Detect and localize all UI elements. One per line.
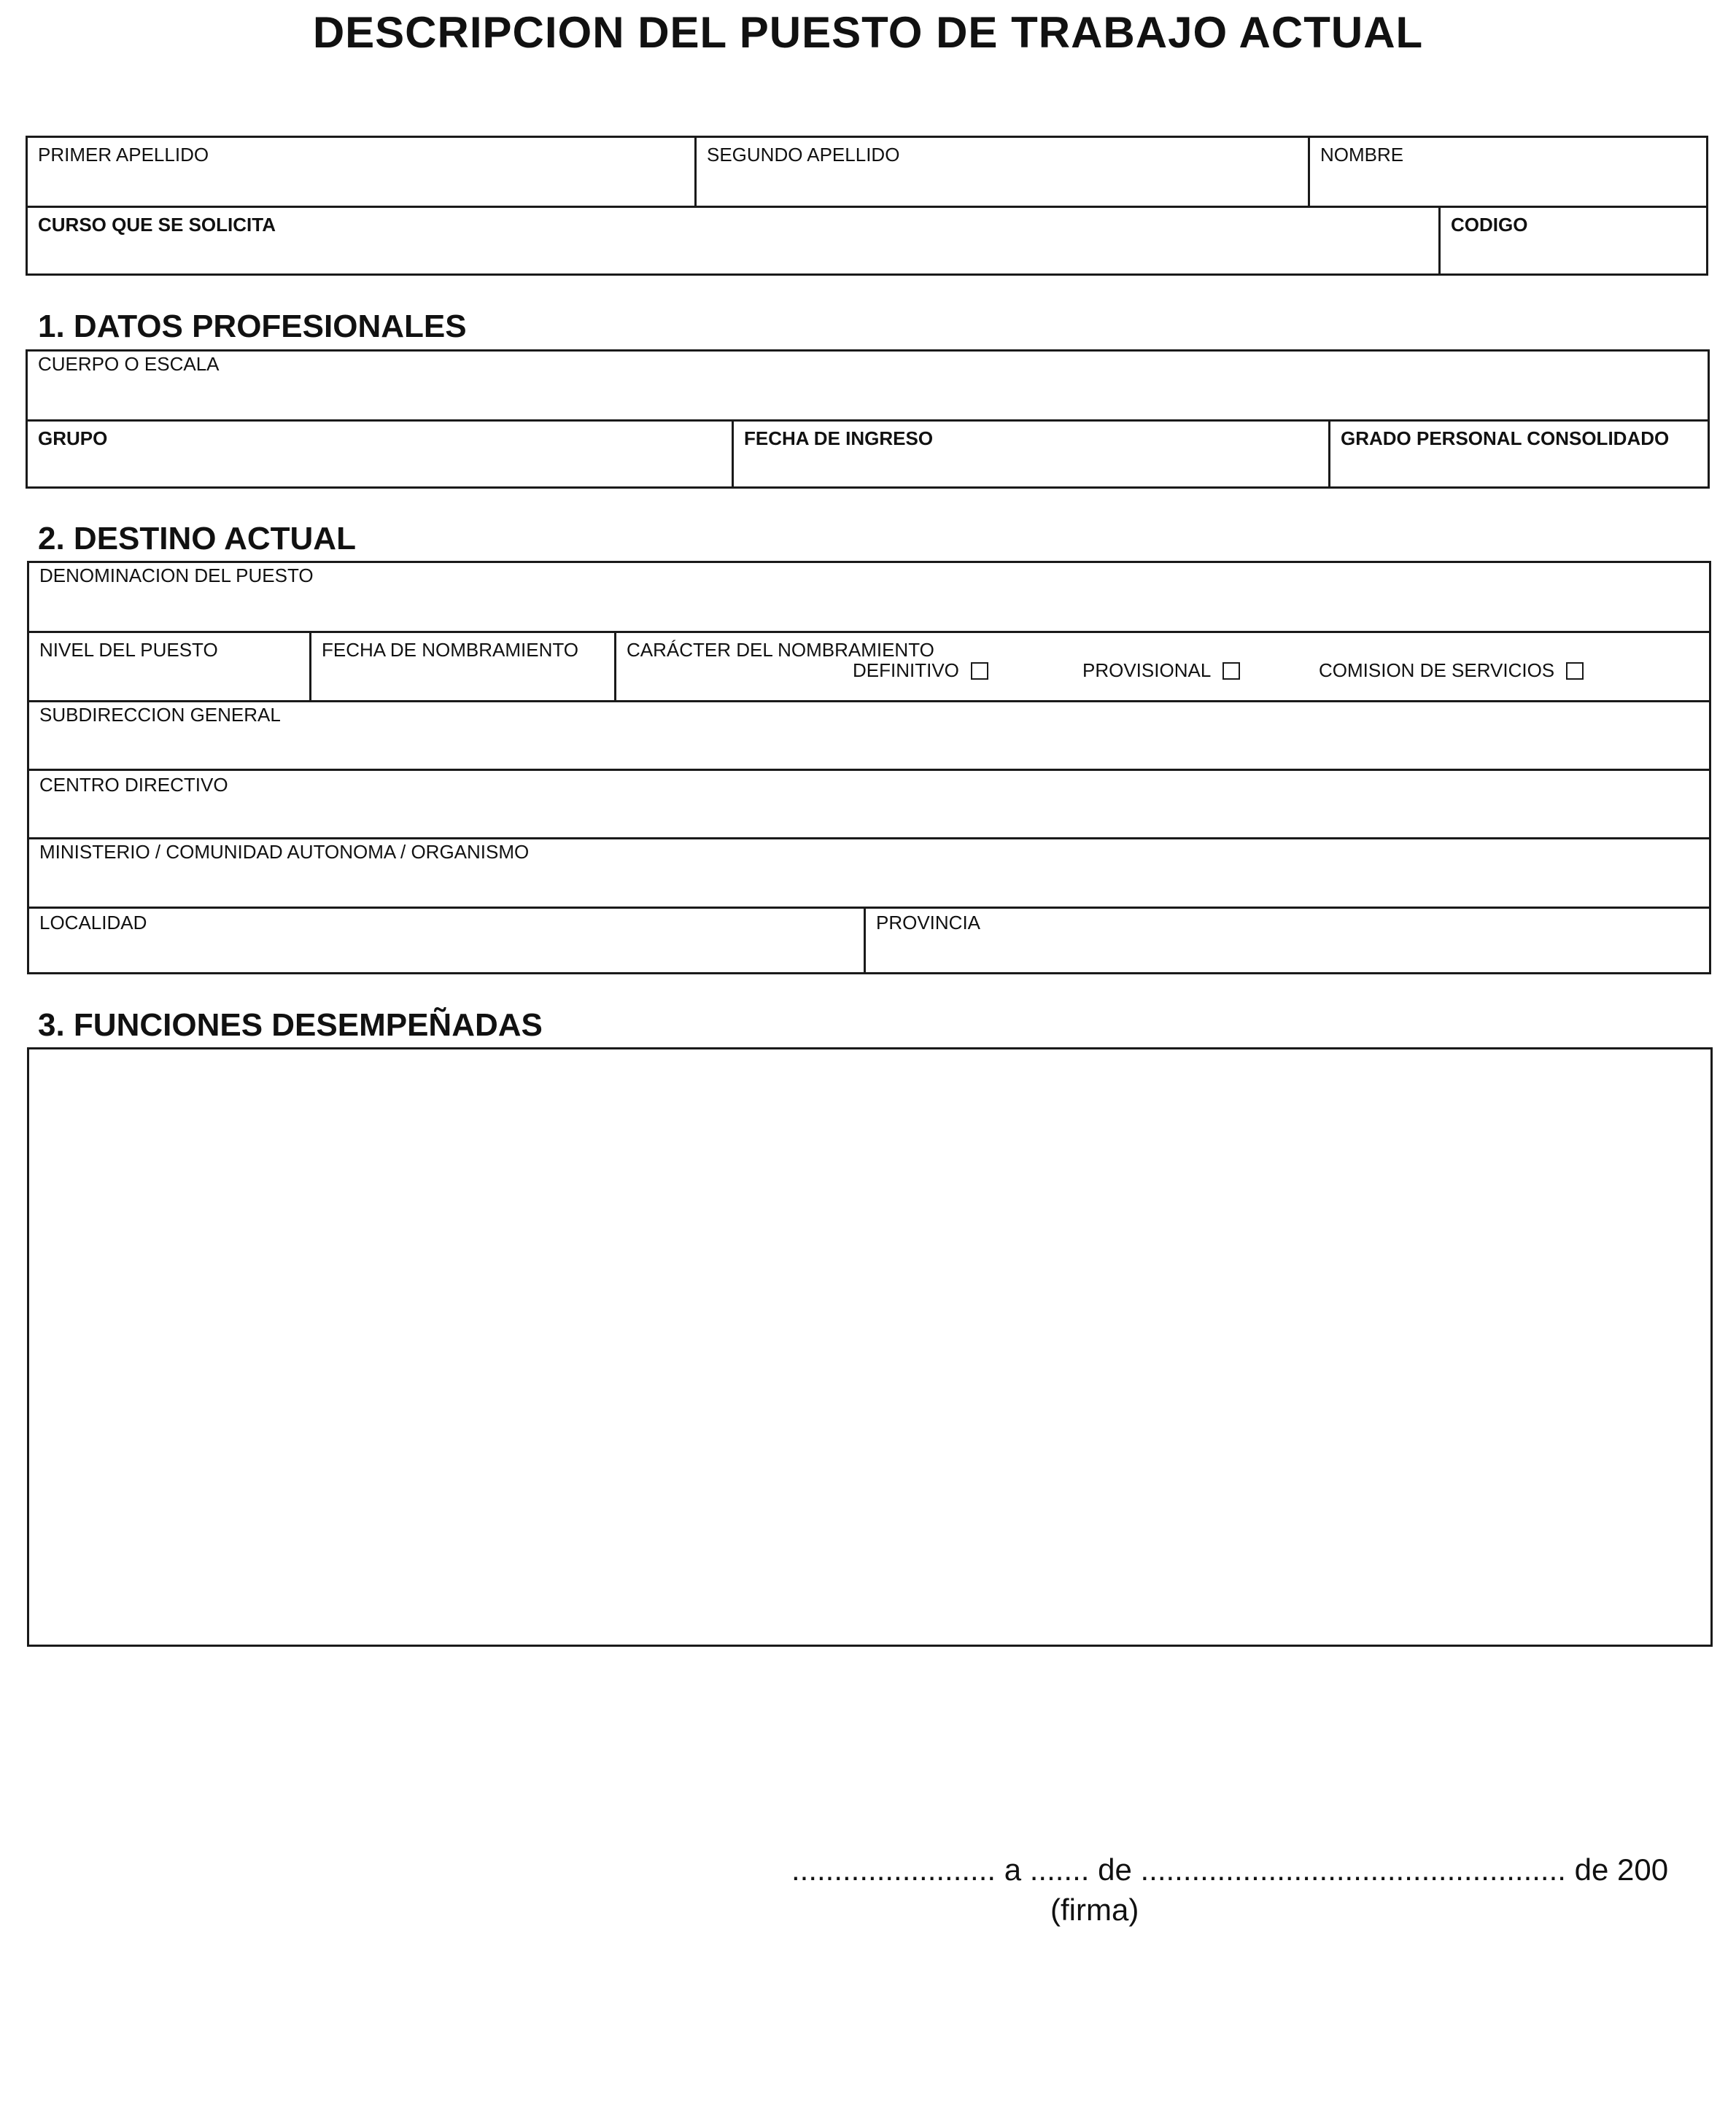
provincia-label: PROVINCIA	[876, 912, 981, 934]
subdireccion-label: SUBDIRECCION GENERAL	[39, 704, 281, 726]
ministerio-label: MINISTERIO / COMUNIDAD AUTONOMA / ORGANISMO	[39, 841, 530, 863]
applicant-header-box	[26, 136, 1708, 276]
provincia-field[interactable]	[866, 909, 1709, 972]
cuerpo-escala-label: CUERPO O ESCALA	[38, 353, 220, 375]
centro-directivo-field[interactable]	[29, 771, 1709, 837]
nombre-field[interactable]	[1310, 138, 1706, 206]
grupo-field[interactable]	[28, 422, 732, 486]
fecha-nombramiento-label: FECHA DE NOMBRAMIENTO	[322, 639, 579, 661]
funciones-desempenadas-box[interactable]	[27, 1047, 1713, 1647]
section-2-title: 2. DESTINO ACTUAL	[38, 521, 356, 556]
grado-personal-label: GRADO PERSONAL CONSOLIDADO	[1341, 427, 1670, 449]
datos-profesionales-box	[26, 349, 1710, 489]
date-signature-line: ........................ a ....... de .................................................. de 200	[791, 1852, 1669, 1887]
ministerio-field[interactable]	[29, 839, 1709, 907]
localidad-field[interactable]	[29, 909, 864, 972]
nivel-puesto-field[interactable]	[29, 633, 309, 700]
comision-servicios-label: COMISION DE SERVICIOS	[1319, 659, 1555, 681]
primer-apellido-label: PRIMER APELLIDO	[38, 144, 209, 166]
segundo-apellido-label: SEGUNDO APELLIDO	[707, 144, 900, 166]
fecha-ingreso-label: FECHA DE INGRESO	[744, 427, 934, 449]
centro-directivo-label: CENTRO DIRECTIVO	[39, 774, 228, 796]
codigo-field[interactable]	[1441, 208, 1706, 273]
funciones-content[interactable]	[29, 1049, 1710, 1645]
comision-servicios-checkbox[interactable]	[1566, 662, 1584, 680]
segundo-apellido-field[interactable]	[697, 138, 1308, 206]
definitivo-option[interactable]	[853, 659, 988, 682]
denominacion-label: DENOMINACION DEL PUESTO	[39, 564, 314, 586]
grupo-label: GRUPO	[38, 427, 108, 449]
subdireccion-field[interactable]	[29, 702, 1709, 769]
fecha-ingreso-field[interactable]	[734, 422, 1328, 486]
provisional-label: PROVISIONAL	[1082, 659, 1212, 681]
definitivo-checkbox[interactable]	[971, 662, 988, 680]
provisional-checkbox[interactable]	[1222, 662, 1240, 680]
curso-field[interactable]	[28, 208, 1438, 273]
definitivo-label: DEFINITIVO	[853, 659, 959, 681]
denominacion-field[interactable]	[29, 563, 1709, 631]
document-title: DESCRIPCION DEL PUESTO DE TRABAJO ACTUAL	[312, 8, 1424, 57]
grado-personal-field[interactable]	[1330, 422, 1708, 486]
section-3-title: 3. FUNCIONES DESEMPEÑADAS	[38, 1007, 543, 1043]
comision-servicios-option[interactable]	[1319, 659, 1584, 682]
caracter-nombramiento-label: CARÁCTER DEL NOMBRAMIENTO	[627, 639, 934, 661]
localidad-label: LOCALIDAD	[39, 912, 147, 934]
cuerpo-escala-field[interactable]	[28, 352, 1708, 419]
curso-label: CURSO QUE SE SOLICITA	[38, 214, 276, 236]
fecha-nombramiento-field[interactable]	[311, 633, 614, 700]
primer-apellido-field[interactable]	[28, 138, 694, 206]
codigo-label: CODIGO	[1451, 214, 1528, 236]
firma-label: (firma)	[1050, 1893, 1139, 1927]
provisional-option[interactable]	[1082, 659, 1240, 682]
section-1-title: 1. DATOS PROFESIONALES	[38, 308, 467, 344]
nombre-label: NOMBRE	[1320, 144, 1404, 166]
nivel-puesto-label: NIVEL DEL PUESTO	[39, 639, 218, 661]
destino-actual-box	[27, 561, 1711, 974]
